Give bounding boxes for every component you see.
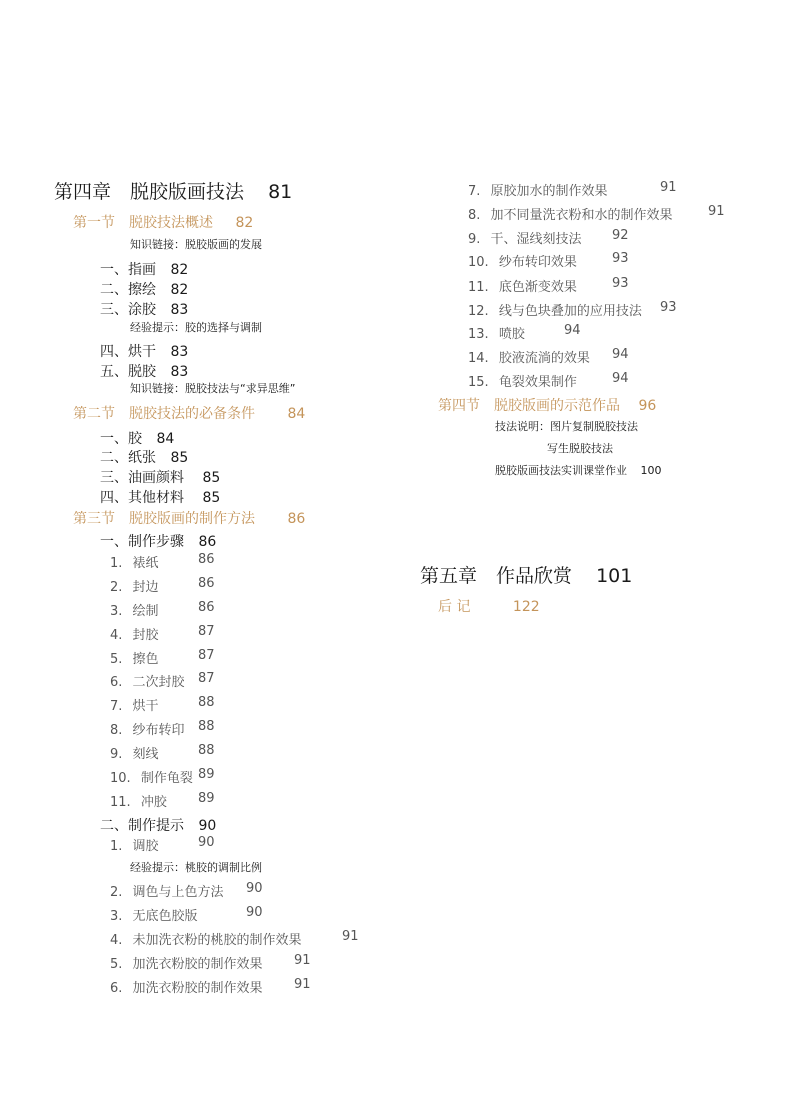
section-title: 第二节 脱胶技法的必备条件: [73, 406, 255, 422]
entry-number: 12.: [468, 304, 489, 319]
entry-number: 8.: [110, 723, 123, 738]
toc-entry[interactable]: [110, 600, 220, 619]
section-title: 第一节 脱胶技法概述: [73, 215, 213, 231]
entry-number: 2.: [110, 885, 123, 900]
entry-title: 一、制作步骤: [100, 534, 184, 550]
toc-entry[interactable]: [468, 251, 638, 270]
afterword-title: 后 记: [438, 599, 471, 615]
page-number: 86: [198, 552, 215, 567]
page-number: 91: [294, 953, 311, 968]
toc-entry[interactable]: [100, 447, 188, 467]
entry-title: 调胶: [132, 839, 159, 854]
technique-note[interactable]: 写生脱胶技法: [547, 442, 613, 455]
note-title: 脱胶版画技法实训课堂作业: [495, 464, 627, 477]
entry-number: 11.: [110, 795, 131, 810]
entry-number: 9.: [110, 747, 123, 762]
entry-title: 三、涂胶: [100, 302, 156, 318]
technique-note[interactable]: [495, 462, 662, 478]
toc-entry[interactable]: [468, 323, 588, 342]
toc-entry[interactable]: [110, 695, 220, 714]
entry-number: 13.: [468, 327, 489, 342]
chapter-4-entry[interactable]: [54, 177, 292, 204]
toc-entry[interactable]: [110, 719, 220, 738]
entry-title: 二次封胶: [132, 675, 185, 690]
entry-title: 刻线: [132, 747, 159, 762]
entry-title: 冲胶: [140, 795, 167, 810]
entry-title: 制作龟裂: [140, 771, 193, 786]
entry-title: 未加洗衣粉的桃胶的制作效果: [132, 933, 302, 948]
entry-title: 三、油画颜料: [100, 470, 184, 486]
page-number: 88: [198, 695, 215, 710]
entry-number: 2.: [110, 580, 123, 595]
toc-entry[interactable]: [100, 361, 188, 381]
entry-number: 5.: [110, 652, 123, 667]
chapter-title: 第四章 脱胶版画技法: [54, 181, 245, 203]
toc-entry[interactable]: [110, 905, 270, 924]
section-title: 第四节 脱胶版画的示范作品: [438, 398, 620, 414]
technique-note[interactable]: 技法说明：图片复制脱胶技法: [495, 420, 638, 433]
page-number: 100: [640, 464, 662, 477]
entry-number: 6.: [110, 981, 123, 996]
entry-title: 四、其他材料: [100, 490, 184, 506]
toc-entry[interactable]: [100, 487, 220, 507]
entry-number: 11.: [468, 280, 489, 295]
page-number: 86: [198, 534, 217, 550]
page-number: 88: [198, 743, 215, 758]
page-number: 84: [156, 431, 175, 447]
page-number: 94: [612, 371, 629, 386]
toc-entry[interactable]: [110, 552, 220, 571]
page-number: 83: [170, 302, 189, 318]
toc-entry[interactable]: [468, 204, 728, 223]
page-number: 122: [512, 599, 540, 615]
entry-title: 干、湿线刻技法: [490, 232, 582, 247]
page-number: 93: [612, 251, 629, 266]
toc-entry[interactable]: [468, 276, 638, 295]
entry-title: 四、烘干: [100, 344, 156, 360]
toc-entry[interactable]: [468, 228, 638, 247]
page-number: 90: [246, 881, 263, 896]
toc-entry[interactable]: [110, 624, 220, 643]
entry-title: 底色渐变效果: [498, 280, 577, 295]
page-number: 82: [170, 262, 189, 278]
entry-number: 15.: [468, 375, 489, 390]
entry-number: 4.: [110, 628, 123, 643]
entry-title: 一、指画: [100, 262, 156, 278]
page-number: 84: [287, 406, 306, 422]
page-number: 83: [170, 364, 189, 380]
entry-title: 加洗衣粉胶的制作效果: [132, 981, 263, 996]
toc-entry[interactable]: [468, 180, 688, 199]
page-number: 90: [198, 835, 215, 850]
entry-number: 5.: [110, 957, 123, 972]
entry-number: 7.: [110, 699, 123, 714]
page-number: 85: [202, 490, 221, 506]
page-number: 81: [268, 181, 293, 203]
entry-number: 8.: [468, 208, 481, 223]
page-number: 89: [198, 767, 215, 782]
toc-entry[interactable]: [100, 467, 220, 487]
entry-title: 封胶: [132, 628, 159, 643]
toc-entry[interactable]: [110, 671, 220, 690]
page-number: 90: [246, 905, 263, 920]
page-number: 85: [170, 450, 189, 466]
page-number: 96: [638, 398, 657, 414]
entry-title: 无底色胶版: [132, 909, 198, 924]
entry-title: 烘干: [132, 699, 159, 714]
page-number: 92: [612, 228, 629, 243]
toc-entry[interactable]: [110, 835, 220, 854]
entry-title: 五、脱胶: [100, 364, 156, 380]
entry-number: 14.: [468, 351, 489, 366]
toc-entry[interactable]: [110, 953, 320, 972]
page-number: 86: [198, 600, 215, 615]
section-1-entry[interactable]: [73, 212, 253, 232]
page-number: 91: [660, 180, 677, 195]
entry-title: 胶液流淌的效果: [498, 351, 590, 366]
entry-number: 1.: [110, 556, 123, 571]
entry-title: 调色与上色方法: [132, 885, 224, 900]
entry-title: 加洗衣粉胶的制作效果: [132, 957, 263, 972]
toc-entry[interactable]: [100, 341, 188, 361]
page-number: 82: [235, 215, 254, 231]
chapter-title: 第五章 作品欣赏: [420, 565, 573, 587]
page-number: 90: [198, 818, 217, 834]
toc-entry[interactable]: [110, 929, 360, 948]
entry-title: 封边: [132, 580, 159, 595]
entry-title: 纱布转印: [132, 723, 185, 738]
toc-entry[interactable]: [100, 279, 188, 299]
knowledge-link[interactable]: 知识链接：脱胶技法与“求异思维”: [130, 382, 296, 395]
afterword-entry[interactable]: [438, 596, 540, 616]
section-title: 第三节 脱胶版画的制作方法: [73, 511, 255, 527]
entry-title: 裱纸: [132, 556, 159, 571]
entry-title: 加不同量洗衣粉和水的制作效果: [490, 208, 673, 223]
entry-title: 擦色: [132, 652, 159, 667]
toc-entry[interactable]: [468, 371, 638, 390]
page-number: 94: [564, 323, 581, 338]
entry-number: 7.: [468, 184, 481, 199]
page-number: 83: [170, 344, 189, 360]
toc-entry[interactable]: [468, 300, 688, 319]
toc-entry[interactable]: [100, 531, 216, 551]
page-number: 93: [660, 300, 677, 315]
entry-number: 3.: [110, 604, 123, 619]
page-number: 101: [596, 565, 633, 587]
entry-number: 10.: [110, 771, 131, 786]
toc-entry[interactable]: [110, 648, 220, 667]
chapter-5-entry[interactable]: [420, 561, 632, 588]
page-number: 94: [612, 347, 629, 362]
entry-number: 1.: [110, 839, 123, 854]
page-number: 87: [198, 671, 215, 686]
entry-title: 纱布转印效果: [498, 255, 577, 270]
experience-tip[interactable]: 经验提示：胶的选择与调制: [130, 321, 262, 334]
toc-entry[interactable]: [468, 347, 638, 366]
page-number: 87: [198, 624, 215, 639]
page-number: 88: [198, 719, 215, 734]
entry-number: 3.: [110, 909, 123, 924]
toc-entry[interactable]: [110, 881, 270, 900]
page-number: 91: [342, 929, 359, 944]
knowledge-link[interactable]: 知识链接：脱胶版画的发展: [130, 238, 262, 251]
entry-number: 6.: [110, 675, 123, 690]
entry-title: 二、制作提示: [100, 818, 184, 834]
entry-title: 线与色块叠加的应用技法: [498, 304, 642, 319]
page-number: 89: [198, 791, 215, 806]
section-3-entry[interactable]: [73, 508, 305, 528]
page-number: 86: [287, 511, 306, 527]
section-2-entry[interactable]: [73, 403, 305, 423]
toc-entry[interactable]: [100, 428, 174, 448]
toc-entry[interactable]: [110, 791, 220, 810]
entry-title: 绘制: [132, 604, 159, 619]
entry-number: 9.: [468, 232, 481, 247]
entry-title: 一、胶: [100, 431, 142, 447]
entry-title: 原胶加水的制作效果: [490, 184, 608, 199]
page-number: 93: [612, 276, 629, 291]
toc-entry[interactable]: [100, 299, 188, 319]
toc-entry[interactable]: [100, 815, 216, 835]
toc-entry[interactable]: [100, 259, 188, 279]
entry-title: 龟裂效果制作: [498, 375, 577, 390]
entry-title: 二、擦绘: [100, 282, 156, 298]
page-number: 82: [170, 282, 189, 298]
page-number: 91: [294, 977, 311, 992]
entry-title: 二、纸张: [100, 450, 156, 466]
toc-entry[interactable]: [110, 767, 220, 786]
entry-number: 4.: [110, 933, 123, 948]
toc-entry[interactable]: [110, 977, 320, 996]
entry-number: 10.: [468, 255, 489, 270]
toc-entry[interactable]: [110, 743, 220, 762]
page-number: 91: [708, 204, 725, 219]
page-number: 86: [198, 576, 215, 591]
section-4-entry[interactable]: [438, 395, 656, 415]
toc-entry[interactable]: [110, 576, 220, 595]
entry-title: 喷胶: [498, 327, 525, 342]
experience-tip[interactable]: 经验提示：桃胶的调制比例: [130, 861, 262, 874]
page-number: 87: [198, 648, 215, 663]
page-number: 85: [202, 470, 221, 486]
